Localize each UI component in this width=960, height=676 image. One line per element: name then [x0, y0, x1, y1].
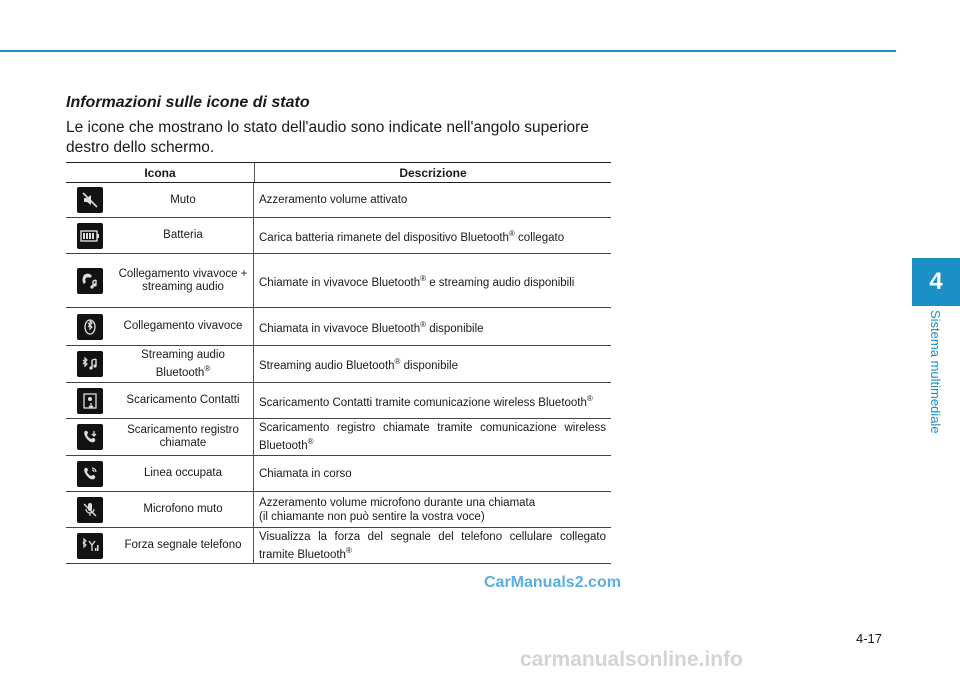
registered-mark: ® [204, 363, 211, 373]
row-name: Scaricamento Contatti [113, 383, 254, 418]
header-description: Descrizione [399, 165, 467, 180]
row-desc: Visualizza la forza del segnale del telefono cellulare collegato tramite Bluetooth [259, 530, 606, 561]
row-desc-suffix: disponibile [400, 359, 458, 372]
registered-mark: ® [420, 273, 426, 283]
table-row [66, 346, 611, 383]
row-name: Collegamento vivavoce + streaming audio [113, 254, 254, 307]
row-desc: Azzeramento volume microfono durante una chiamata [259, 496, 536, 509]
row-desc-line2: (il chiamante non può sentire la vostra voce) [259, 510, 485, 523]
row-desc: Scaricamento Contatti tramite comunicazione wireless Bluetooth [259, 396, 587, 409]
registered-mark: ® [586, 393, 593, 403]
table-row [66, 419, 611, 456]
table-row [66, 308, 611, 346]
signal-strength-icon [77, 533, 103, 559]
row-desc: Carica batteria rimanete del dispositivo Bluetooth [259, 231, 509, 244]
row-desc-suffix: e streaming audio disponibili [426, 276, 575, 289]
row-name: Batteria [113, 218, 254, 253]
table-header [66, 162, 611, 183]
table-row [66, 456, 611, 492]
table-row [66, 492, 611, 528]
row-name: Streaming audio Bluetooth [141, 348, 225, 379]
table-row [66, 254, 611, 308]
handsfree-streaming-icon [77, 268, 103, 294]
chapter-number: 4 [912, 258, 960, 306]
header-icon: Icona [66, 163, 255, 182]
registered-mark: ® [345, 545, 352, 555]
chapter-label: Sistema multimediale [928, 310, 943, 434]
intro-paragraph: Le icone che mostrano lo stato dell'audio sono indicate nell'angolo superiore destro dello schermo. [66, 119, 589, 156]
call-in-progress-icon [77, 461, 103, 487]
table-row [66, 528, 611, 564]
row-desc: Chiamata in corso [259, 467, 352, 480]
row-name: Linea occupata [113, 456, 254, 491]
row-desc: Scaricamento registro chiamate tramite comunicazione wireless Bluetooth [259, 422, 606, 452]
table-row [66, 218, 611, 254]
row-desc: Chiamata in vivavoce Bluetooth [259, 322, 421, 335]
row-name: Forza segnale telefono [113, 528, 254, 563]
call-log-download-icon [77, 424, 103, 450]
registered-mark: ® [394, 357, 401, 367]
bluetooth-audio-icon [77, 351, 103, 377]
watermark-top: CarManuals2.com [484, 574, 621, 591]
mic-mute-icon [77, 497, 103, 523]
row-desc: Azzeramento volume attivato [259, 194, 408, 206]
handsfree-icon [77, 314, 103, 340]
row-desc-suffix: disponibile [426, 322, 484, 335]
top-rule [0, 50, 896, 52]
battery-icon [77, 223, 103, 249]
row-desc: Chiamate in vivavoce Bluetooth [259, 276, 421, 289]
section-title: Informazioni sulle icone di stato [66, 94, 310, 111]
table-row [66, 183, 611, 218]
mute-icon [77, 187, 103, 213]
registered-mark: ® [508, 228, 515, 238]
status-icons-table [66, 162, 611, 564]
registered-mark: ® [420, 319, 426, 329]
table-row [66, 383, 611, 419]
row-name: Muto [113, 183, 254, 217]
page-number: 4-17 [856, 631, 883, 646]
registered-mark: ® [307, 437, 314, 447]
contacts-download-icon [77, 388, 103, 414]
row-desc-suffix: collegato [514, 231, 565, 244]
row-name: Microfono muto [113, 492, 254, 527]
row-name: Collegamento vivavoce [113, 308, 254, 345]
watermark-bottom: carmanualsonline.info [520, 648, 743, 671]
row-desc: Streaming audio Bluetooth [259, 359, 395, 372]
row-name: Scaricamento registro chiamate [113, 419, 254, 455]
